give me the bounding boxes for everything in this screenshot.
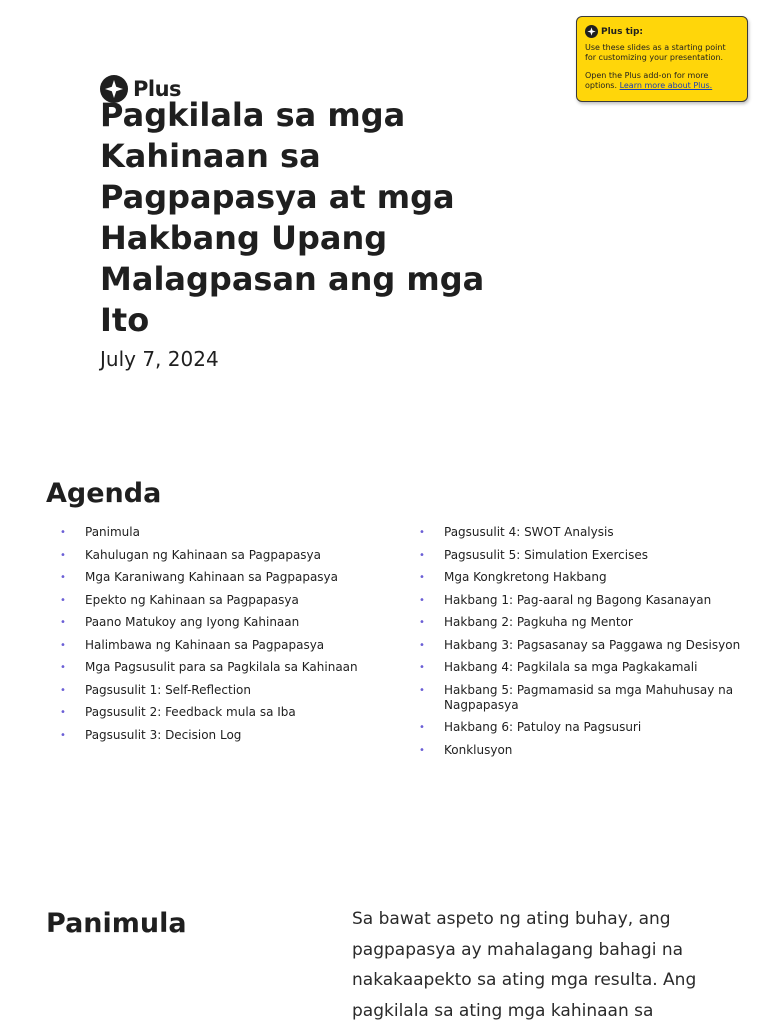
panimula-body <box>352 904 732 1026</box>
agenda-item-text: Pagsusulit 1: Self-Reflection <box>85 682 252 697</box>
bullet-icon: • <box>60 662 66 673</box>
agenda-item <box>60 728 390 743</box>
presentation-date: July 7, 2024 <box>100 347 219 371</box>
agenda-item <box>60 660 390 675</box>
body-line: pagkilala sa ating mga kahinaan sa <box>352 1000 654 1021</box>
title-line: Hakbang Upang <box>100 219 388 257</box>
bullet-icon: • <box>419 549 425 561</box>
agenda-item <box>419 660 749 675</box>
agenda-item <box>419 525 749 540</box>
agenda-item-text: Mga Karaniwang Kahinaan sa Pagpapasya <box>85 570 339 584</box>
bullet-icon: • <box>419 527 425 538</box>
bullet-icon: • <box>419 722 425 733</box>
agenda-title: Agenda <box>46 478 162 509</box>
bullet-icon: • <box>60 549 66 561</box>
plus-tip-callout <box>576 16 748 102</box>
plus-tip-text <box>585 81 739 91</box>
body-line: Sa bawat aspeto ng ating buhay, ang <box>352 909 671 929</box>
agenda-list-right <box>419 525 749 765</box>
bullet-icon: • <box>60 617 66 628</box>
agenda-item <box>60 570 390 585</box>
agenda-item-text: Konklusyon <box>444 742 513 757</box>
learn-more-link[interactable]: Learn more about Plus. <box>619 81 713 90</box>
agenda-item-text: Epekto ng Kahinaan sa Pagpapasya <box>85 592 299 607</box>
plus-tip-heading-text: Plus tip: <box>601 26 644 37</box>
agenda-item-text: Mga Pagsusulit para sa Pagkilala sa Kahinaan <box>85 660 358 674</box>
title-line: Kahinaan sa <box>100 137 321 175</box>
bullet-icon: • <box>419 594 425 606</box>
agenda-item <box>60 525 390 540</box>
plus-tip-text: Use these slides as a starting point <box>585 43 726 52</box>
plus-tip-heading <box>585 25 739 38</box>
agenda-item-text: Hakbang 2: Pagkuha ng Mentor <box>444 615 633 629</box>
presentation-title <box>100 95 540 341</box>
agenda-item-text: Hakbang 3: Pagsasanay sa Paggawa ng Desisyon <box>444 637 741 652</box>
bullet-icon: • <box>60 707 66 718</box>
bullet-icon: • <box>419 662 425 673</box>
panimula-slide <box>0 880 768 1024</box>
agenda-item-text: Hakbang 6: Patuloy na Pagsusuri <box>444 720 642 734</box>
agenda-item <box>419 720 749 735</box>
agenda-item-text: Hakbang 4: Pagkilala sa mga Pagkakamali <box>444 660 698 674</box>
agenda-item-text: Pagsusulit 4: SWOT Analysis <box>444 525 614 539</box>
plus-tip-icon <box>585 25 598 38</box>
title-slide <box>0 0 768 432</box>
agenda-item <box>60 593 390 608</box>
agenda-item-text: Pagsusulit 2: Feedback mula sa Iba <box>85 705 296 719</box>
agenda-item <box>419 615 749 630</box>
agenda-item-text: Pagsusulit 5: Simulation Exercises <box>444 547 648 562</box>
bullet-icon: • <box>419 572 425 583</box>
agenda-item <box>60 638 390 653</box>
bullet-icon: • <box>60 527 66 538</box>
agenda-item-text: Panimula <box>85 525 140 539</box>
agenda-slide <box>0 440 768 872</box>
agenda-item-text: Pagsusulit 3: Decision Log <box>85 727 242 742</box>
bullet-icon: • <box>60 572 66 583</box>
agenda-item-text: Kahulugan ng Kahinaan sa Pagpapasya <box>85 547 322 562</box>
bullet-icon: • <box>419 617 425 628</box>
bullet-icon: • <box>419 684 425 696</box>
agenda-item <box>60 548 390 563</box>
bullet-icon: • <box>60 729 66 741</box>
plus-tip-text: for customizing your presentation. <box>585 53 724 62</box>
agenda-item-text: Paano Matukoy ang Iyong Kahinaan <box>85 615 300 629</box>
panimula-title: Panimula <box>46 908 187 939</box>
bullet-icon: • <box>60 639 66 651</box>
title-line: Pagpapasya at mga <box>100 178 455 216</box>
agenda-item <box>419 593 749 608</box>
agenda-item <box>419 683 749 713</box>
agenda-item <box>60 683 390 698</box>
bullet-icon: • <box>60 594 66 606</box>
plus-tip-text: Open the Plus add-on for more <box>585 71 709 80</box>
agenda-item <box>60 615 390 630</box>
bullet-icon: • <box>60 684 66 696</box>
agenda-item-text: Mga Kongkretong Hakbang <box>444 570 607 584</box>
agenda-item <box>419 570 749 585</box>
plus-tip-text-prefix: options. <box>585 81 620 90</box>
agenda-item-text: Hakbang 1: Pag-aaral ng Bagong Kasanayan <box>444 592 712 607</box>
title-line: Ito <box>100 301 150 339</box>
agenda-list-left <box>60 525 390 750</box>
agenda-item <box>419 638 749 653</box>
bullet-icon: • <box>419 639 425 651</box>
logo-text: Plus <box>133 77 182 101</box>
title-line: Pagkilala sa mga <box>100 96 406 134</box>
body-line: pagpapasya ay mahalagang bahagi na <box>352 939 684 960</box>
agenda-item <box>60 705 390 720</box>
body-line: nakakaapekto sa ating mga resulta. Ang <box>352 970 697 990</box>
agenda-item <box>419 548 749 563</box>
title-line: Malagpasan ang mga <box>100 260 485 298</box>
agenda-item <box>419 743 749 758</box>
agenda-item-text: Hakbang 5: Pagmamasid sa mga Mahuhusay na Nagpapasya <box>444 682 734 712</box>
bullet-icon: • <box>419 744 425 756</box>
agenda-item-text: Halimbawa ng Kahinaan sa Pagpapasya <box>85 637 325 652</box>
